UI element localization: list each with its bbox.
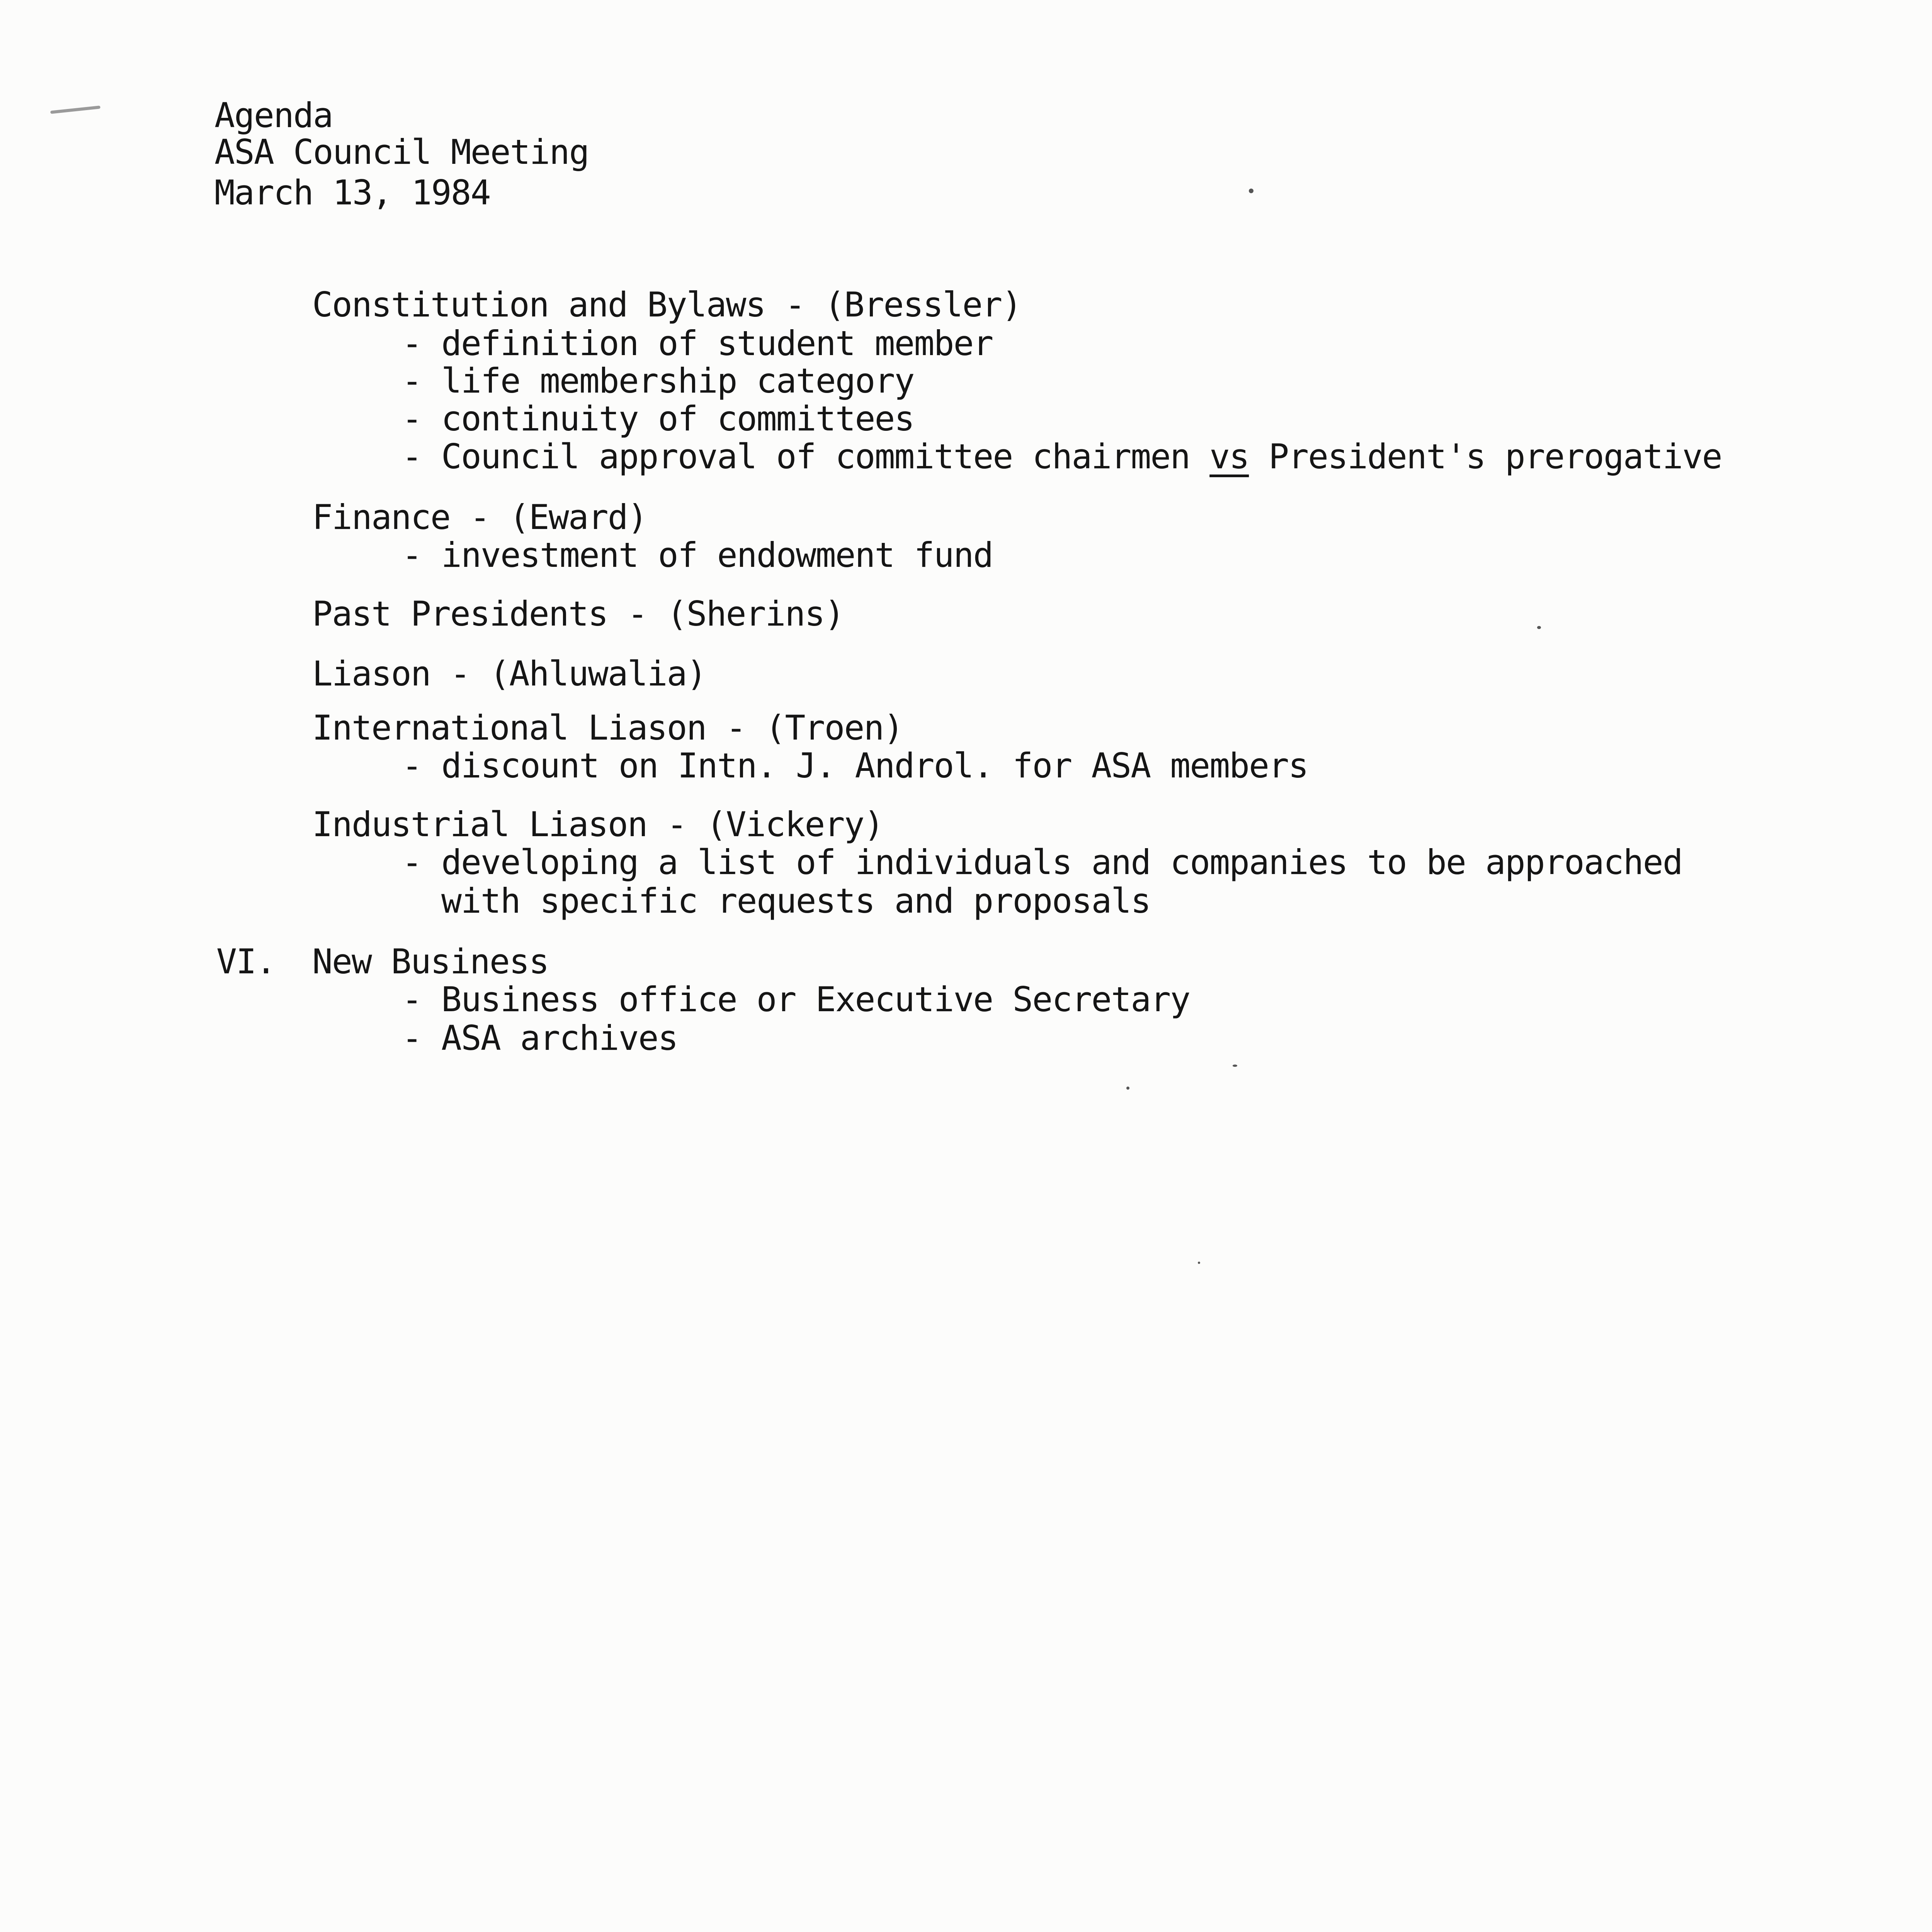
- section-industrial-title: Industrial Liason - (Vickery): [312, 804, 884, 844]
- scan-speck: [1249, 189, 1253, 193]
- header-date: March 13, 1984: [214, 173, 490, 213]
- constitution-item-4-post: President's prerogative: [1249, 437, 1722, 476]
- international-item-1: - discount on Intn. J. Androl. for ASA members: [402, 746, 1308, 786]
- section-liason-title: Liason - (Ahluwalia): [312, 654, 706, 694]
- scan-mark: [50, 105, 100, 114]
- new-business-item-1: - Business office or Executive Secretary: [402, 980, 1190, 1019]
- constitution-item-4-vs: vs: [1209, 437, 1249, 476]
- section-past-presidents-title: Past Presidents - (Sherins): [312, 594, 844, 634]
- header-agenda: Agenda: [214, 95, 333, 135]
- constitution-item-1: - definition of student member: [402, 323, 993, 363]
- scan-speck: [1198, 1262, 1200, 1264]
- header-meeting: ASA Council Meeting: [214, 132, 589, 172]
- constitution-item-4: [402, 437, 1722, 476]
- new-business-item-2: - ASA archives: [402, 1018, 678, 1058]
- section-international-title: International Liason - (Troen): [312, 708, 903, 748]
- scan-speck: [1537, 626, 1541, 629]
- scan-speck: [1126, 1087, 1129, 1090]
- industrial-item-1: - developing a list of individuals and companies to be approached: [402, 842, 1682, 882]
- section-new-business-numeral: VI.: [216, 942, 276, 981]
- constitution-item-2: - life membership category: [402, 361, 914, 401]
- scan-speck: [1233, 1065, 1237, 1067]
- constitution-item-3: - continuity of committees: [402, 399, 914, 439]
- constitution-item-4-pre: - Council approval of committee chairmen: [402, 437, 1210, 476]
- section-constitution-title: Constitution and Bylaws - (Bressler): [312, 285, 1022, 325]
- industrial-item-2: with specific requests and proposals: [402, 881, 1151, 921]
- section-new-business-title: New Business: [312, 942, 549, 981]
- section-finance-title: Finance - (Eward): [312, 497, 647, 537]
- finance-item-1: - investment of endowment fund: [402, 535, 993, 575]
